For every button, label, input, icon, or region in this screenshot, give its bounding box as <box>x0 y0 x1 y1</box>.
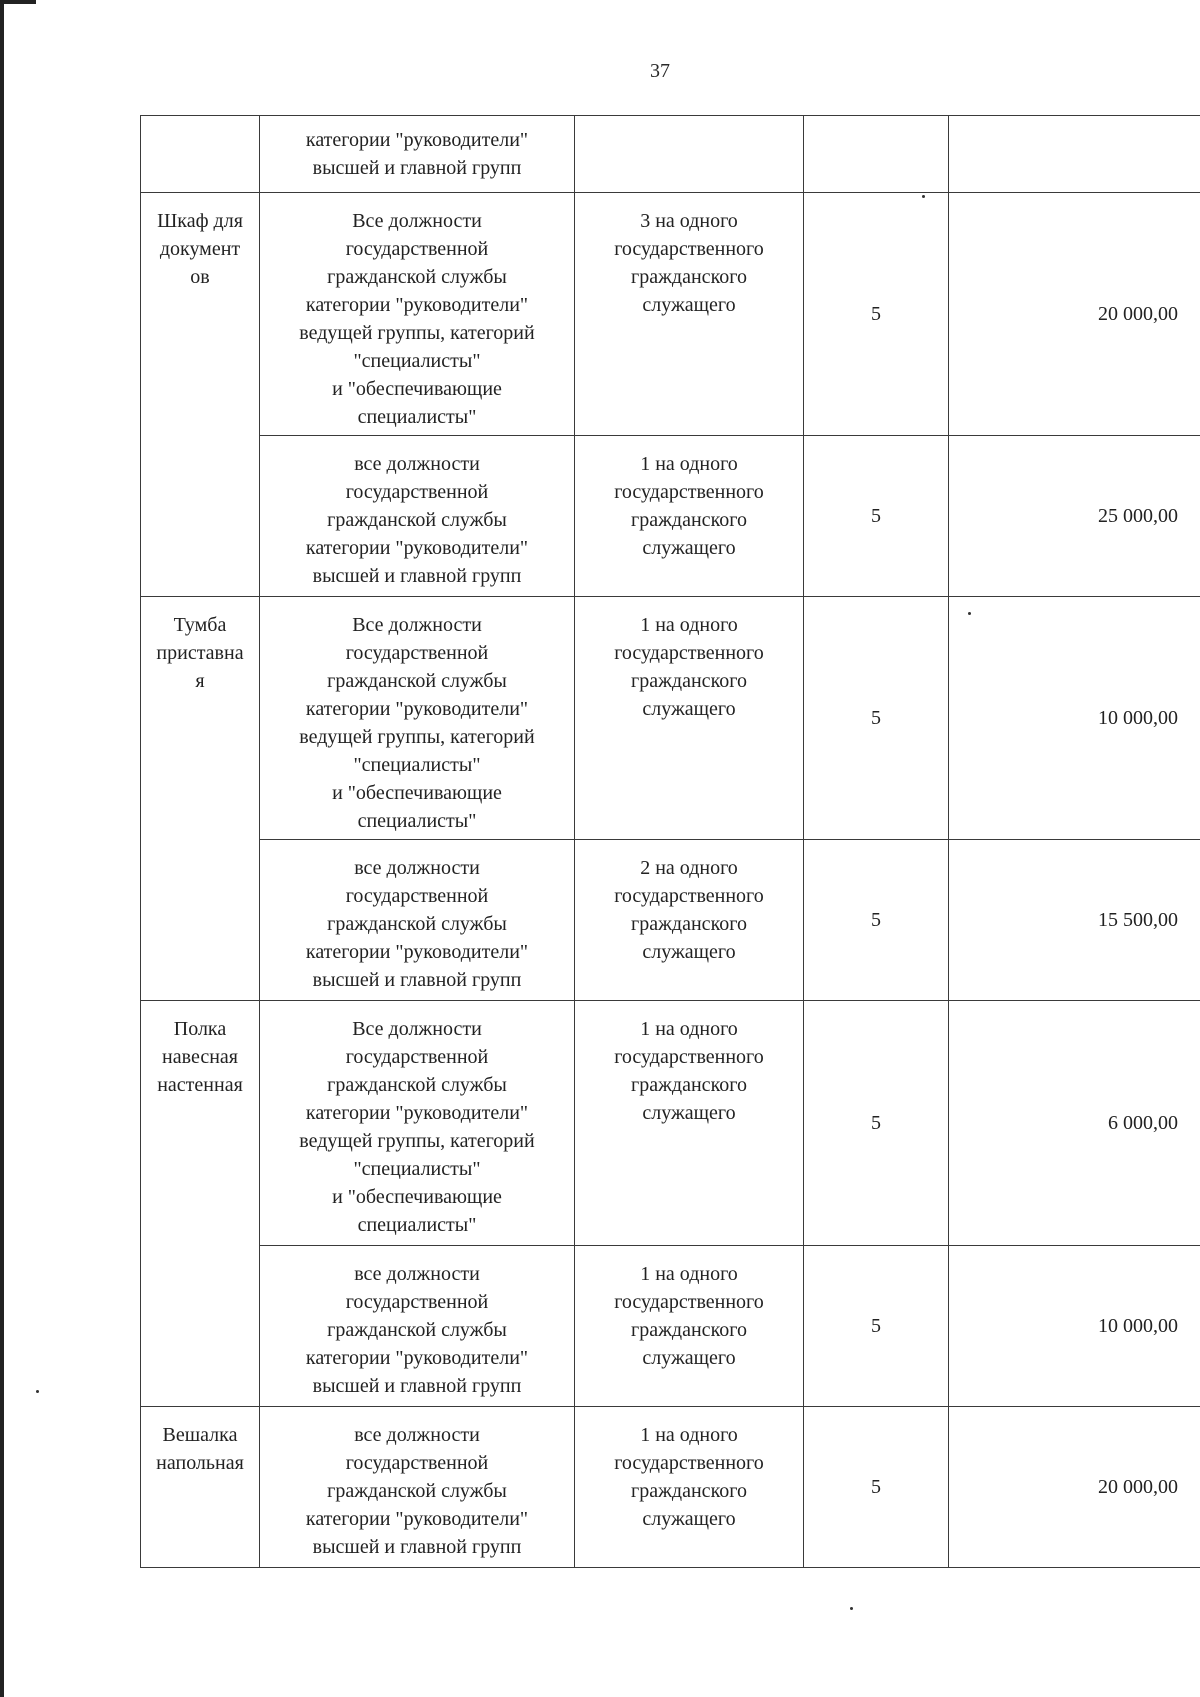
positions-cell: Все должности государственной гражданской службы категории "руководители" ведущей группы, категорий "специалисты" и "обеспечивающие специалисты" <box>260 1001 575 1246</box>
item-name-cell: Вешалка напольная <box>141 1407 260 1568</box>
positions-cell: категории "руководители" высшей и главной групп <box>260 116 575 193</box>
table-row <box>141 436 1200 597</box>
page-number: 37 <box>650 60 670 82</box>
price-cell: 20 000,00 <box>949 193 1200 436</box>
table-row <box>141 1001 1200 1246</box>
table-row <box>141 116 1200 193</box>
positions-cell: все должности государственной гражданской службы категории "руководители" высшей и главной групп <box>260 1246 575 1407</box>
price-cell: 15 500,00 <box>949 840 1200 1001</box>
term-cell: 5 <box>804 1246 949 1407</box>
price-cell: 25 000,00 <box>949 436 1200 597</box>
term-cell: 5 <box>804 597 949 840</box>
table-row <box>141 193 1200 436</box>
scan-speck <box>968 612 971 615</box>
norm-cell: 1 на одного государственного гражданского служащего <box>575 436 804 597</box>
positions-cell: Все должности государственной гражданской службы категории "руководители" ведущей группы, категорий "специалисты" и "обеспечивающие специалисты" <box>260 597 575 840</box>
scan-speck <box>922 195 925 198</box>
positions-cell: все должности государственной гражданской службы категории "руководители" высшей и главной групп <box>260 840 575 1001</box>
item-name-cell <box>141 116 260 193</box>
furniture-norms-table <box>140 115 1200 1568</box>
price-cell: 20 000,00 <box>949 1407 1200 1568</box>
price-cell: 10 000,00 <box>949 597 1200 840</box>
scan-speck <box>850 1607 853 1610</box>
item-name-cell: Тумба приставна я <box>141 597 260 1001</box>
item-name-cell: Полка навесная настенная <box>141 1001 260 1407</box>
scan-speck <box>36 1390 39 1393</box>
table-row <box>141 597 1200 840</box>
term-cell: 5 <box>804 840 949 1001</box>
price-cell <box>949 116 1200 193</box>
term-cell: 5 <box>804 1001 949 1246</box>
price-cell: 6 000,00 <box>949 1001 1200 1246</box>
positions-cell: все должности государственной гражданской службы категории "руководители" высшей и главной групп <box>260 436 575 597</box>
norm-cell: 2 на одного государственного гражданского служащего <box>575 840 804 1001</box>
norm-cell: 1 на одного государственного гражданского служащего <box>575 1001 804 1246</box>
norm-cell: 1 на одного государственного гражданского служащего <box>575 597 804 840</box>
scan-border-left <box>0 0 4 1697</box>
item-name-cell: Шкаф для документ ов <box>141 193 260 597</box>
term-cell <box>804 116 949 193</box>
term-cell: 5 <box>804 193 949 436</box>
positions-cell: все должности государственной гражданской службы категории "руководители" высшей и главной групп <box>260 1407 575 1568</box>
table-row <box>141 1407 1200 1568</box>
positions-cell: Все должности государственной гражданской службы категории "руководители" ведущей группы, категорий "специалисты" и "обеспечивающие специалисты" <box>260 193 575 436</box>
price-cell: 10 000,00 <box>949 1246 1200 1407</box>
norm-cell: 3 на одного государственного гражданского служащего <box>575 193 804 436</box>
table-row <box>141 1246 1200 1407</box>
scan-border-top <box>0 0 36 4</box>
term-cell: 5 <box>804 436 949 597</box>
term-cell: 5 <box>804 1407 949 1568</box>
norm-cell: 1 на одного государственного гражданского служащего <box>575 1246 804 1407</box>
table-row <box>141 840 1200 1001</box>
norm-cell <box>575 116 804 193</box>
norm-cell: 1 на одного государственного гражданского служащего <box>575 1407 804 1568</box>
